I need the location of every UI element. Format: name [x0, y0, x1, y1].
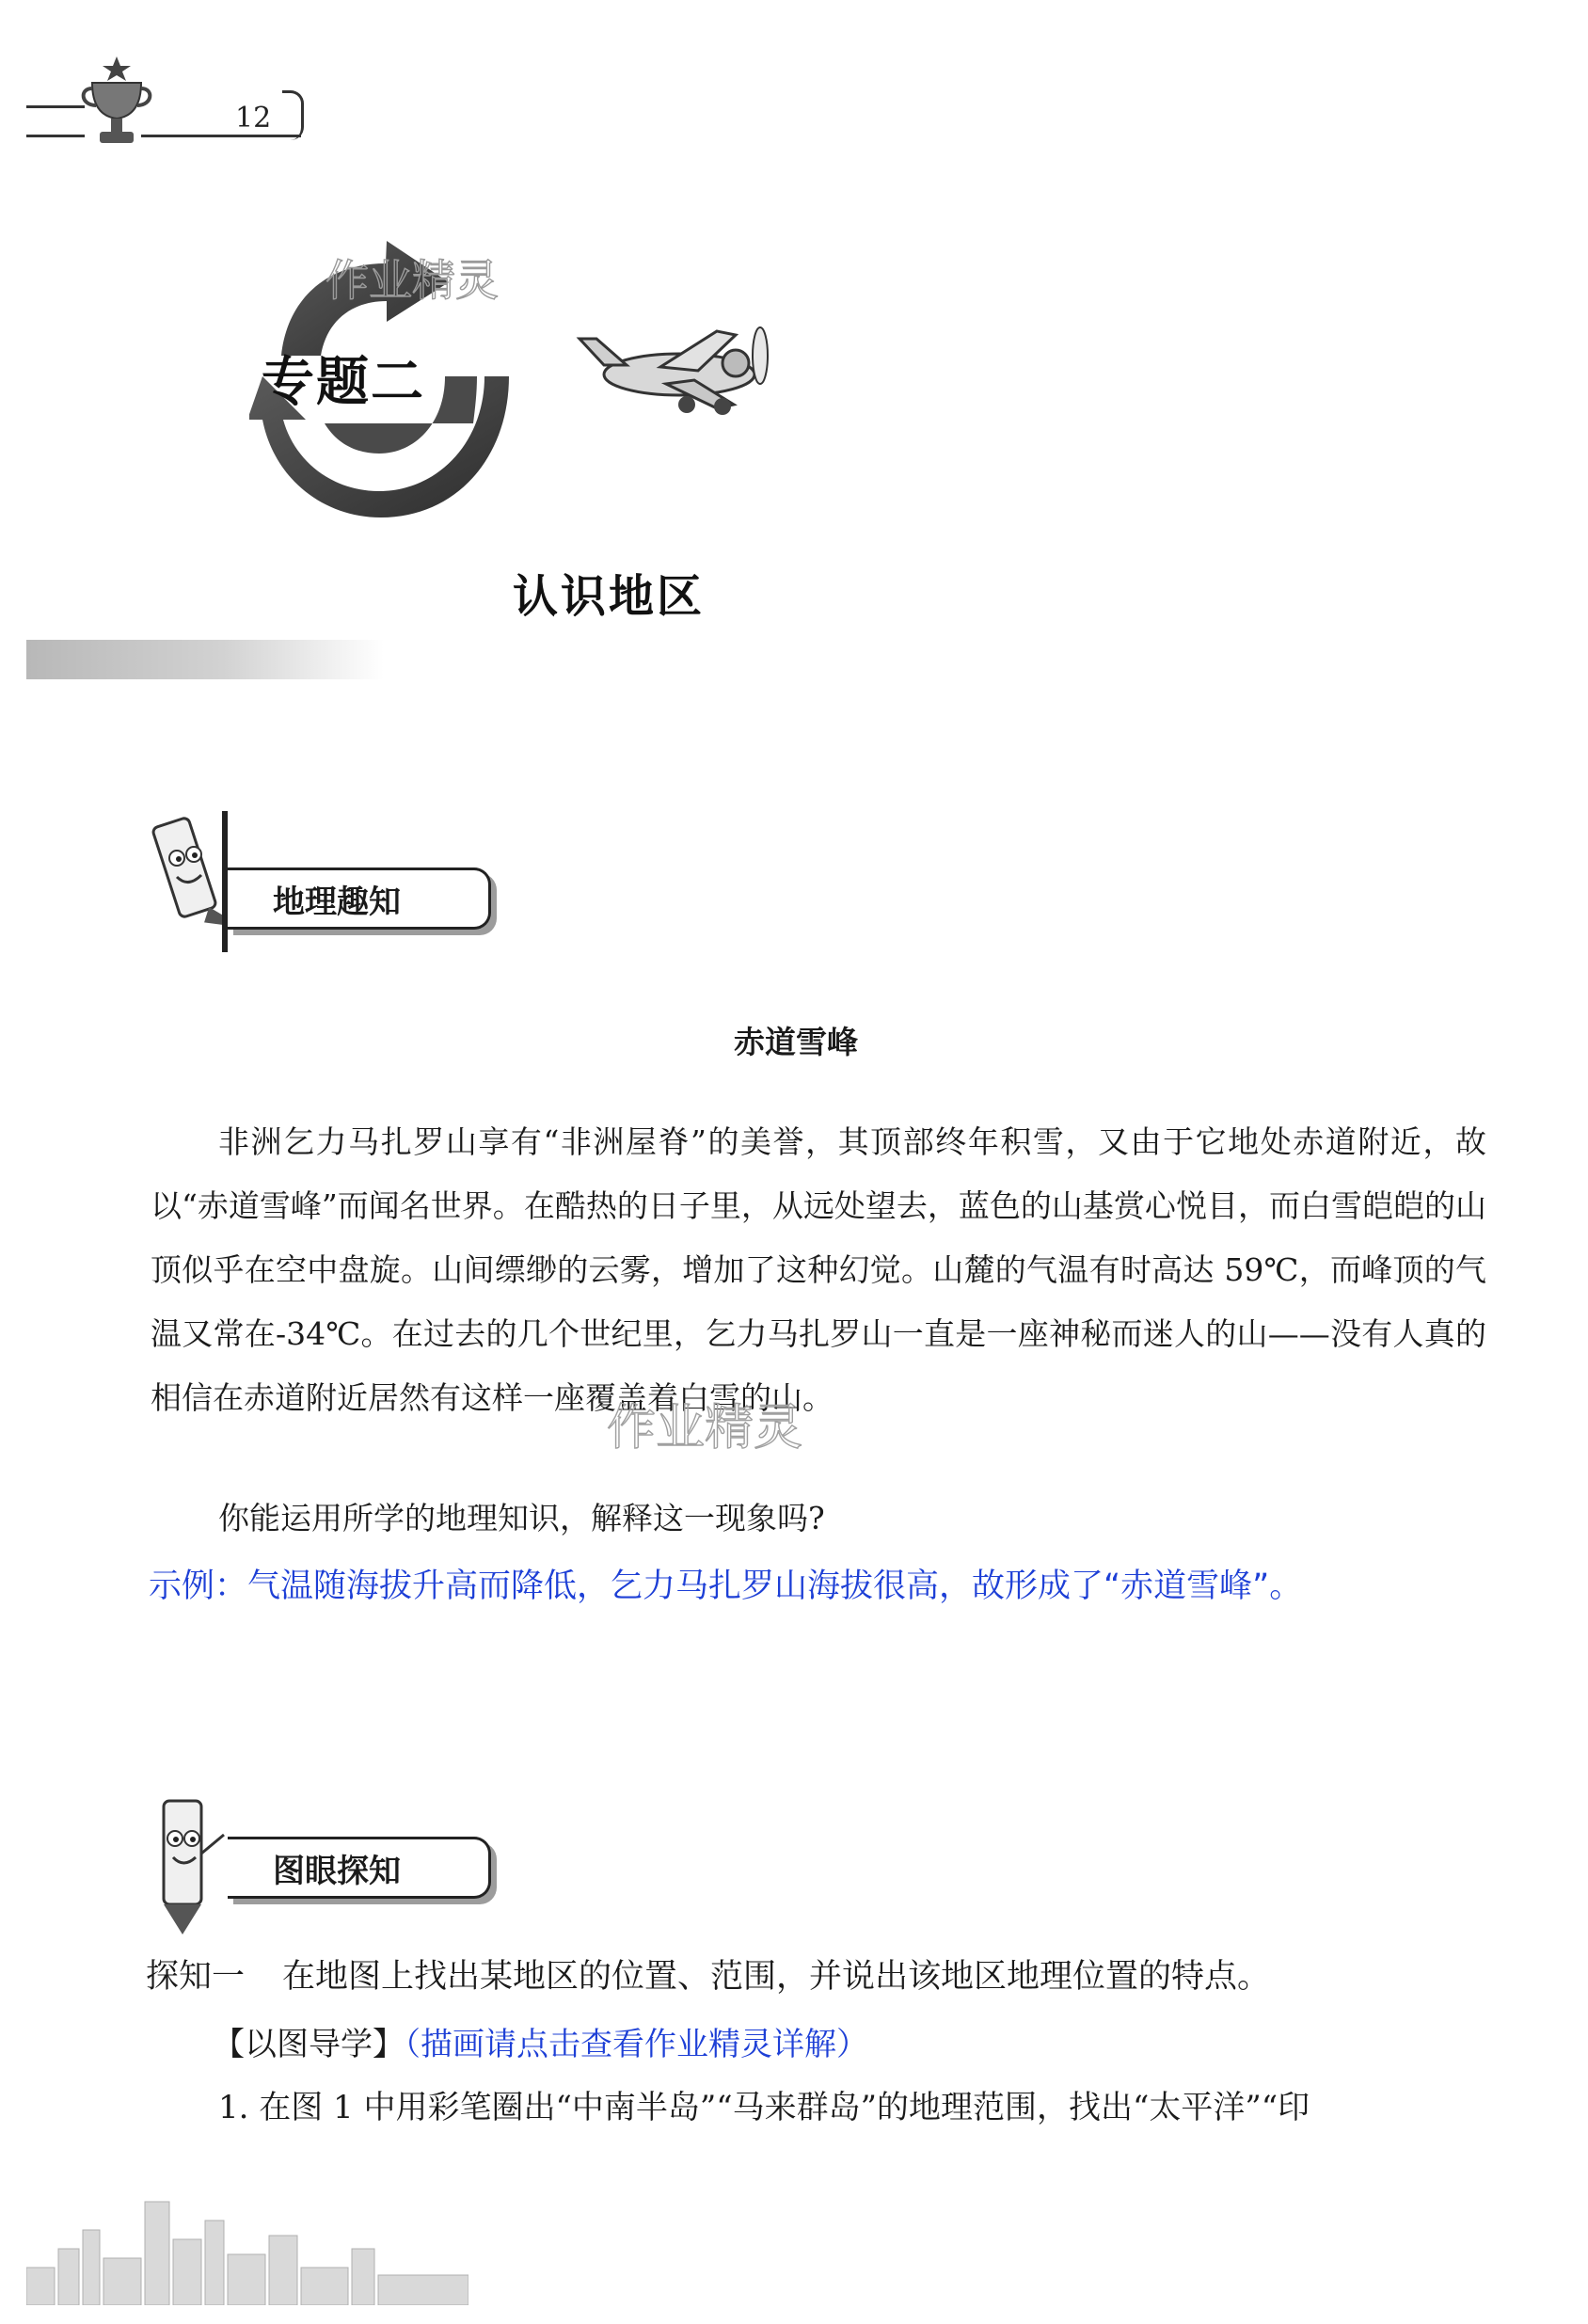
- airplane-icon: [576, 318, 781, 423]
- guide-detail-link[interactable]: （描画请点击查看作业精灵详解）: [405, 2026, 868, 2063]
- chapter-title: 认识地区: [513, 570, 706, 623]
- task-text: 1. 在图 1 中用彩笔圈出“中南半岛”“马来群岛”的地理范围，找出“太平洋”“印: [218, 2089, 1310, 2126]
- article-paragraph: 非洲乞力马扎罗山享有“非洲屋脊”的美誉，其顶部终年积雪，又由于它地处赤道附近，故以“赤道雪峰”而闻名世界。在酷热的日子里，从远处望去，蓝色的山基赏心悦目，而白雪皑皑的山顶似乎在空中盘旋。山间缥缈的云雾，增加了这种幻觉。山麓的气温有时高达 59℃，而峰顶的气温又常在-34℃。在过去的几个世纪里，乞力马扎罗山一直是一座神秘而迷人的山——没有人真的相信在赤道附近居然有这样一座覆盖着白雪的山。: [151, 1123, 1486, 1416]
- watermark: 作业精灵: [326, 255, 499, 306]
- header-rule: [141, 135, 301, 137]
- trophy-icon: [73, 55, 160, 149]
- header-bracket: [282, 90, 304, 140]
- section-tab-map-explore: 图眼探知: [228, 1837, 491, 1899]
- page-number: 12: [235, 102, 272, 135]
- pencil-mascot-icon: [139, 802, 229, 952]
- watermark: 作业精灵: [607, 1400, 803, 1456]
- title-underline-bar: [26, 640, 384, 679]
- answer-text: 示例：气温随海拔升高而降低，乞力马扎罗山海拔很高，故形成了“赤道雪峰”。: [149, 1568, 1303, 1605]
- explore-label: 探知一: [146, 1958, 246, 1996]
- city-skyline-decoration: [26, 2164, 468, 2305]
- pencil-mascot-icon: [139, 1788, 229, 1938]
- section-tab-geography-facts: 地理趣知: [228, 868, 491, 930]
- guide-label: 【以图导学】: [213, 2026, 405, 2063]
- explore-text: 在地图上找出某地区的位置、范围，并说出该地区地理位置的特点。: [282, 1958, 1271, 1996]
- explore-item: [146, 1950, 1270, 1998]
- chapter-label: 专题二: [262, 352, 425, 413]
- question-text: 你能运用所学的地理知识，解释这一现象吗?: [218, 1500, 825, 1536]
- article-body: [151, 1110, 1486, 1430]
- article-title: 赤道雪峰: [734, 1024, 858, 1060]
- guide-line: [213, 2018, 868, 2064]
